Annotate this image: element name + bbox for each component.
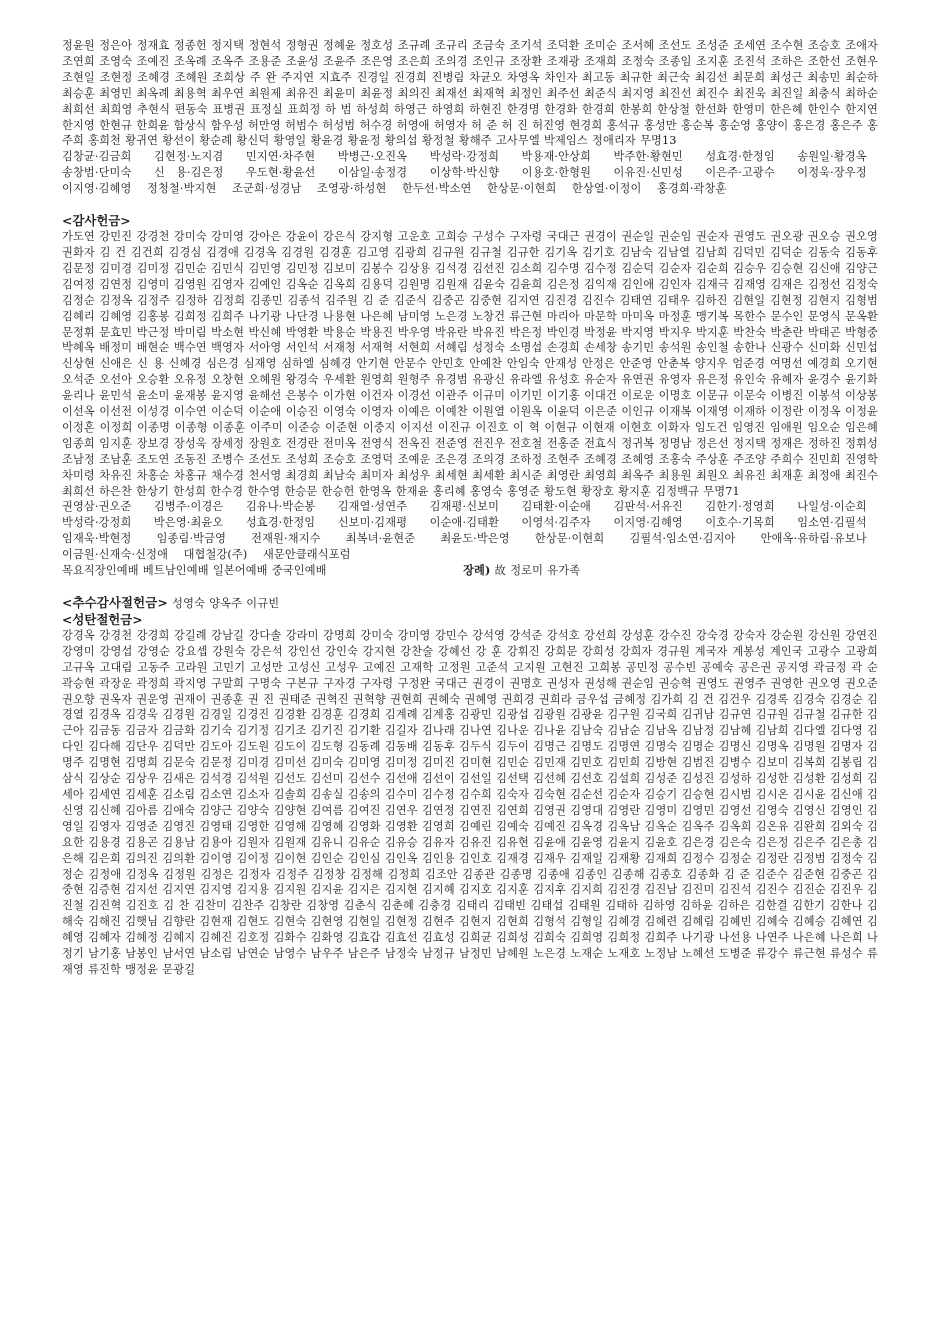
couple-entry: 전재원·채지수 xyxy=(251,532,321,546)
harvest-offering-heading: <추수감사절헌금> xyxy=(62,595,168,610)
couple-entry: 한상문·이현희 xyxy=(487,182,557,196)
offering-list-page xyxy=(62,38,878,978)
couple-entry: 나일성·이순희 xyxy=(797,500,867,514)
couple-entry: 신 용·김은정 xyxy=(153,166,224,180)
couple-entry: 박용재·안상희 xyxy=(521,150,591,164)
couple-entry: 이지영·김혜영 xyxy=(62,182,132,196)
couple-entry: 대협철강(주) xyxy=(183,548,248,562)
couple-entry: 박성락·강정희 xyxy=(429,150,500,164)
couple-entry: 이은주·고광수 xyxy=(705,166,775,180)
harvest-offering-line xyxy=(62,595,878,612)
couple-entry: 김창균·김금희 xyxy=(62,150,132,164)
couple-offering-list-1 xyxy=(62,149,878,197)
couple-entry: 이정욱·장우정 xyxy=(797,166,867,180)
couple-entry: 김판석·서유진 xyxy=(613,500,683,514)
couple-entry: 이삼일·송정경 xyxy=(337,166,408,180)
couple-entry: 송원일·황경옥 xyxy=(797,150,867,164)
couple-entry: 신보미·김재평 xyxy=(337,516,408,530)
thanksgiving-offering-heading: <감사헌금> xyxy=(62,213,131,229)
couple-entry: 김유나·박순봉 xyxy=(245,500,316,514)
couple-entry: 김태환·이순애 xyxy=(521,500,591,514)
section-gap xyxy=(62,579,878,595)
couple-entry: 새문안클래식포럼 xyxy=(262,548,351,562)
couple-entry: 최윤도·박은영 xyxy=(440,532,510,546)
couple-entry: 이금원·신재숙·신정애 xyxy=(62,548,169,562)
couple-entry: 박성락·강정희 xyxy=(62,516,132,530)
couple-entry: 이호수·기목희 xyxy=(705,516,775,530)
couple-entry: 김재평·신보미 xyxy=(429,500,500,514)
couple-entry: 김현정·노지겸 xyxy=(153,150,224,164)
couple-offering-list-2 xyxy=(62,499,878,563)
section-gap xyxy=(62,197,878,213)
couple-entry: 조영광·하성현 xyxy=(317,182,387,196)
christmas-offering-names: 강경옥 강경천 강경희 강길례 강남길 강다솔 강라미 강명희 강미숙 강미영 강민수 강석영 강석준 강석호 강선희 강성훈 강수진 강숙경 강숙자 강순원 강신원 강연진 강영미 강영섭 강영순 강요셉 강원숙 강은석 강인선 강인숙 강지현 강찬술 강혜선 강 훈 강휘진 강희문 강희성 강희자 경규원 계국자 계봉성 계인국 고광수 고광희 고규옥 고대림 고동주 고라원 고민기 고성만 고성신 고성우 고예진 고재학 고정원 고준석 고지원 고현진 고희봉 공민정 공수빈 공예숙 공은권 공지영 곽금정 곽 순 곽승현 곽장운 곽정희 곽지영 구말희 구명숙 구본규 구자경 구자령 구정완 국대근 권경이 권명호 권성자 권성해 권순임 권승혁 권영도 권영주 권영한 권오영 권오준 권오향 권옥자 권운영 권재이 권종훈 권 진 권태준 권혁진 권혁향 권현희 권혜숙 권혜영 권희경 권희라 금우섭 금혜정 김가희 김 건 김건우 김경록 김경숙 김경순 김경열 김경옥 김경욱 김경원 김경일 김경진 김경환 김경훈 김경희 김계례 김계홍 김광민 김광섭 김광원 김광윤 김구원 김국희 김귀남 김규연 김규원 김규철 김규한 김근아 김금동 김금자 김금화 김기숙 김기정 김기조 김기진 김기환 김길자 김나래 김나연 김나운 김나윤 김남숙 김남순 김남옥 김남정 김남혜 김남희 김다엘 김다영 김다인 김다해 김단우 김덕만 김도아 김도원 김도이 김도형 김동례 김동배 김동후 김두식 김두이 김명근 김명도 김명연 김명숙 김명순 김명신 김명옥 김명원 김명자 김명주 김명현 김명희 김문숙 김문정 김미경 김미선 김미숙 김미영 김미정 김미진 김미현 김민순 김민재 김민호 김민희 김방현 김범진 김병수 김보미 김복희 김봉립 김삼식 김상순 김상우 김새은 김석경 김석원 김선도 김선미 김선수 김선애 김선이 김선일 김선택 김선혜 김선호 김설희 김성준 김성진 김성하 김성한 김성환 김성희 김세아 김세연 김세훈 김소림 김소연 김소자 김솔희 김송실 김송의 김수미 김수정 김수희 김숙자 김숙현 김순선 김순자 김승기 김승현 김시범 김시온 김시윤 김신애 김신영 김신혜 김아름 김애숙 김양근 김양숙 김양현 김여름 김여진 김연우 김연정 김연진 김연희 김영권 김영대 김영란 김영미 김영민 김영선 김영숙 김영신 김영인 김영일 김영자 김영준 김영진 김영태 김영한 김영해 김영혜 김영화 김영환 김영희 김예린 김예숙 김예진 김옥경 김옥남 김옥순 김옥주 김옥희 김온유 김완희 김외숙 김요한 김용경 김용곤 김용남 김용아 김원자 김원재 김유니 김유순 김유승 김유자 김유진 김유현 김윤애 김윤영 김윤지 김윤호 김은경 김은숙 김은정 김은주 김은총 김은해 김은희 김의진 김의환 김이영 김이정 김이현 김인순 김인심 김인옥 김인용 김인호 김재경 김재우 김재일 김재황 김재희 김정수 김정순 김정란 김정범 김정숙 김정순 김정애 김정옥 김정원 김정은 김정자 김정주 김정창 김정해 김정희 김조안 김종관 김종명 김종애 김종인 김종해 김종호 김종화 김 준 김준수 김준현 김중곤 김중현 김증현 김지선 김지연 김지영 김지용 김지원 김지윤 김지은 김지현 김지혜 김지호 김지훈 김지후 김지희 김진경 김진남 김진미 김진석 김진수 김진순 김진우 김진철 김진혁 김진호 김 찬 김찬미 김찬주 김창란 김창영 김춘식 김춘혜 김충경 김태리 김태빈 김태섭 김태원 김태하 김하영 김하윤 김하은 김한결 김한기 김한나 김해숙 김해진 김햇님 김향란 김현재 김현도 김현숙 김현영 김현일 김현정 김현주 김현지 김현희 김형석 김형일 김혜경 김혜련 김혜림 김혜빈 김혜숙 김혜승 김혜연 김혜영 김혜자 김혜정 김혜지 김혜진 김호정 김화수 김화영 김효갑 김효선 김효성 김희균 김희성 김희숙 김희영 김희정 김희주 나기광 나선용 나연주 나은혜 나은희 나정기 남기홍 남봉인 남서연 남소림 남연순 남영수 남우주 남은주 남정숙 남정규 남정민 남혜원 노은경 노재순 노재호 노정남 노혜선 도병준 류강수 류근현 류성수 류재영 류진학 맹정윤 문광길 xyxy=(62,628,878,976)
couple-entry: 안애옥·유하림·유보나 xyxy=(760,532,867,546)
couple-entry: 성효경·한정임 xyxy=(705,150,775,164)
couple-entry: 이상학·박신향 xyxy=(429,166,500,180)
couple-entry: 성효경·한정임 xyxy=(245,516,316,530)
thanksgiving-offering-names: 가도연 강민진 강경천 강미숙 강미영 강아은 강윤이 강은식 강지형 고운호 고희승 구성수 구자령 국대근 권경이 권순일 권순임 권순자 권영도 권오광 권오승 권오영 권화자 김 건 김건희 김경심 김경애 김경옥 김경원 김경훈 김고영 김광희 김규원 김규철 김규한 김기옥 김기호 김남숙 김남열 김남희 김덕민 김덕순 김동숙 김동후 김문정 김미경 김미정 김민순 김민식 김민영 김민정 김보미 김봉수 김상용 김석경 김선진 김소희 김수명 김수정 김순덕 김순자 김순희 김승우 김승현 김신애 김양근 김여정 김연정 김영미 김영원 김영자 김예인 김옥순 김옥희 김용덕 김원명 김원재 김윤숙 김윤희 김은정 김익재 김인애 김인자 김재극 김재영 김재은 김정선 김정숙 김정순 김정옥 김정주 김정하 김정희 김종민 김종석 김주원 김 준 김준식 김중곤 김중현 김지연 김진경 김진수 김태연 김태우 김하진 김현일 김현정 김현지 김형범 김혜리 김혜영 김홍봉 김희정 김희주 나기광 나단경 나용현 나은혜 남미영 노은경 노창건 류근현 마리아 마문학 마미옥 마정훈 맹기복 목한수 문수인 문영식 문옥환 문정휘 문효민 박근정 박미림 박소현 박신혜 박영환 박용순 박용진 박우영 박유란 박유진 박은정 박인경 박정윤 박지영 박지우 박지훈 박찬숙 박춘란 박태곤 박형중 박혜옥 배정미 배현순 백수연 백영자 서아영 서인석 서재청 서재혁 서현희 서혜림 성정숙 소명섭 손경희 손세창 송기민 송석원 송인철 송한나 신광수 신미화 신민섭 신상현 신애은 신 용 신혜경 심은경 심재영 심하엘 심혜경 안기현 안문수 안민호 안예찬 안임숙 안재성 안정은 안준영 안춘복 양지우 엄준경 여명선 예경희 오기현 오석준 오선아 오승환 오유정 오창현 오혜원 왕경숙 우세환 원영희 원형주 유경범 유광신 유라엘 유성호 유순자 유연권 유영자 유은정 유인숙 유혜자 윤경수 윤기화 윤리나 윤민석 윤소미 윤재봉 윤지영 윤해선 은봉수 이가현 이건자 이경선 이관주 이규미 이기민 이기홍 이대건 이로운 이명호 이문규 이문숙 이병진 이봉석 이상봉 이선옥 이선전 이성경 이수연 이순덕 이순애 이승진 이영숙 이영자 이예은 이예찬 이원열 이원옥 이윤덕 이은준 이인규 이재복 이재영 이재하 이정란 이정옥 이정윤 이정혼 이정희 이종명 이종형 이종훈 이주미 이준승 이준현 이중지 이지선 이진규 이진호 이 혁 이현규 이현재 이현호 이화자 임도건 임영진 임애원 임오순 임은혜 임종희 임지훈 장보경 장성욱 장세정 장원호 전경란 전미옥 전영식 전옥진 전준영 전진우 전호철 전홍준 전효식 정귀복 정명남 정은선 정지택 정재은 정하진 정휘성 조남정 조남훈 조도연 조동진 조병수 조선도 조성희 조승호 조영덕 조예운 조은경 조의경 조하정 조현주 조혜경 조혜영 조홍숙 주상훈 주조양 주희수 진민희 진영학 차미령 차유진 차홍순 차홍규 채수경 천서영 최경희 최남숙 최미자 최성우 최세현 최세환 최시준 최영란 최영희 최옥주 최용원 최원오 최유진 최재훈 최정애 최진수 최희선 하은찬 한상기 한성희 한수경 한수영 한승문 한승헌 한영옥 한재윤 홍리혜 홍영숙 홍영준 황도현 황장호 황지훈 김정백규 무명71 xyxy=(62,230,878,498)
couple-entry: 이용호·한형원 xyxy=(521,166,592,180)
couple-entry: 조군희·성경남 xyxy=(232,182,302,196)
couple-entry: 임종림·박금영 xyxy=(156,532,227,546)
harvest-offering-names: 성영숙 양옥주 이규빈 xyxy=(172,597,280,610)
couple-entry: 김병주·이경은 xyxy=(153,500,224,514)
couple-entry: 박은영·최윤오 xyxy=(153,516,224,530)
couple-entry: 임재욱·박현정 xyxy=(62,532,132,546)
couple-entry: 박주한·황현민 xyxy=(613,150,683,164)
couple-entry: 박병근·오진옥 xyxy=(337,150,408,164)
couple-entry: 홍경희·곽창훈 xyxy=(657,182,727,196)
christmas-offering-heading: <성탄절헌금> xyxy=(62,611,143,627)
couple-entry: 이유진·신민성 xyxy=(613,166,683,180)
couple-entry: 우도현·황윤선 xyxy=(245,166,316,180)
couple-entry: 한상열·이정이 xyxy=(572,182,642,196)
church-groups: 목요직장인예배 베트남인예배 일본어예배 중국인예배 xyxy=(62,564,327,578)
couple-entry: 민지연·차주현 xyxy=(245,150,316,164)
offering-names-continued: 정윤원 정은아 정재효 정종헌 정지택 정현석 정형권 정혜윤 정호성 조규례 조규리 조금숙 조기석 조덕환 조미순 조서혜 조선도 조성준 조세연 조수현 조승호 조애자 조연희 조영숙 조예진 조옥례 조옥주 조용준 조윤성 조윤주 조은영 조은희 조의경 조인규 조장환 조재광 조재희 조정숙 조종임 조지훈 조진석 조하은 조한선 조현우 조현일 조현정 조혜경 조혜원 조희상 주 완 주지연 지효주 진경일 진경희 진병림 차균오 차영옥 차인자 최고동 최규한 최근숙 최김선 최문희 최성근 최송민 최순하 최승훈 최영민 최옥례 최용혁 최우연 최원제 최유진 최윤미 최윤정 최의진 최재선 최재혁 최정인 최주선 최준식 최지영 최진선 최진수 최진욱 최진일 최충식 최하순 최희선 최희영 추현식 편동숙 표병권 표정실 표희정 하 범 하성희 하영근 하영희 하현진 한경명 한경화 한경희 한봉희 한상철 한선화 한영미 한은혜 한인수 한지연 한지영 한현규 한희윤 함상식 함우성 허만영 허범수 허성범 허수경 허영애 허영자 허 준 허 진 허진영 현경희 홍석규 홍성만 홍순복 홍순영 홍양이 홍은경 홍은주 홍주희 홍희천 황귀연 황선이 황순례 황신덕 황영일 황윤경 황윤정 황의섭 황정철 황해주 고사무엘 박제임스 정애리자 무명13 xyxy=(62,39,878,148)
couple-entry: 김필석·임소연·김지아 xyxy=(629,532,736,546)
couple-entry: 김한기·정영희 xyxy=(705,500,775,514)
memorial-label: 장례) xyxy=(463,563,491,578)
couple-entry: 이순애·김태환 xyxy=(429,516,500,530)
memorial-text: 故 정로미 유가족 xyxy=(494,564,581,578)
couple-entry: 이영석·김주자 xyxy=(521,516,591,530)
couple-entry: 김재열·성연주 xyxy=(337,500,408,514)
couple-entry: 최복녀·윤현준 xyxy=(345,532,416,546)
couple-entry: 이지영·김혜영 xyxy=(613,516,683,530)
couple-entry: 임소연·김필석 xyxy=(797,516,867,530)
couple-entry: 권영삼·권오준 xyxy=(62,500,132,514)
couple-entry: 정청철·박지현 xyxy=(147,182,217,196)
couple-entry: 송창범·단미숙 xyxy=(62,166,132,180)
church-group-line xyxy=(62,563,878,579)
couple-entry: 한상문·이현희 xyxy=(534,532,605,546)
couple-entry: 한두선·박소연 xyxy=(402,182,472,196)
